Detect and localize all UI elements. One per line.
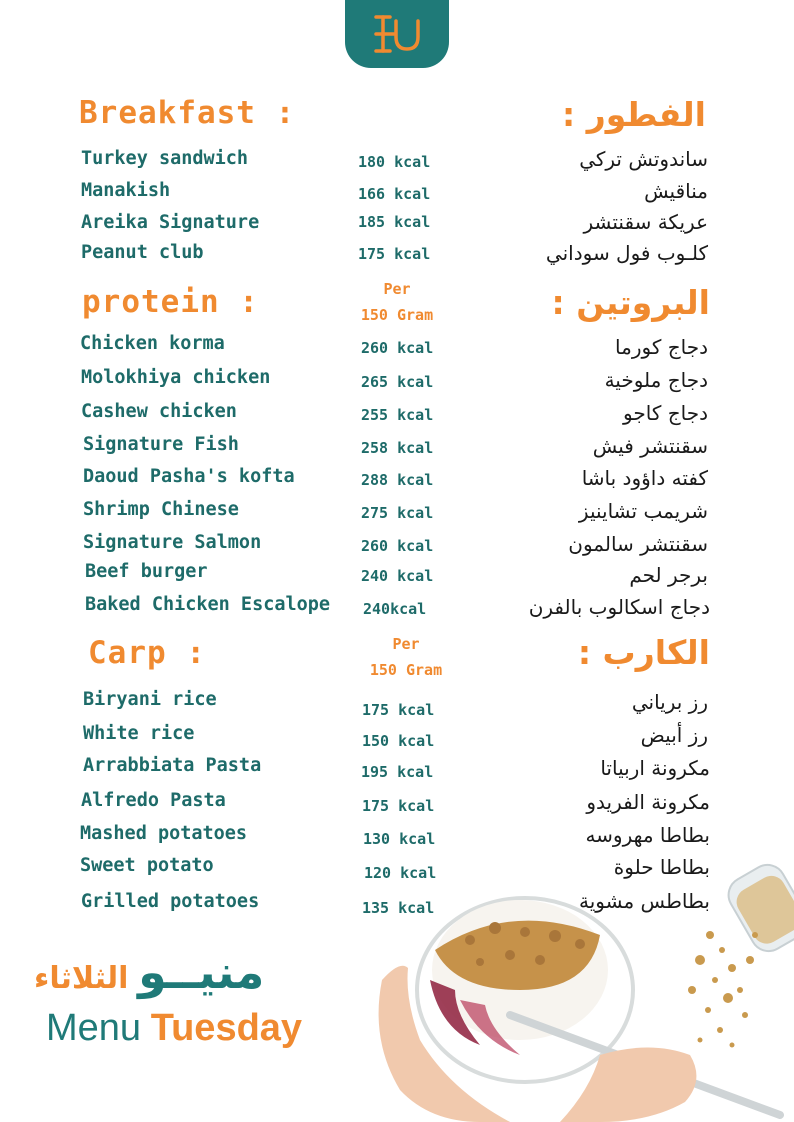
menu-item-name-ar: عريكة سقنتشر (583, 210, 708, 234)
bowl-icon (417, 898, 633, 1082)
menu-item-name: Baked Chicken Escalope (85, 594, 331, 615)
portion-note-line2: 150 Gram (360, 306, 434, 324)
menu-item-name: Chicken korma (80, 333, 225, 354)
section-title-en-breakfast: Breakfast : (79, 95, 296, 131)
menu-item-name-ar: رز أبيض (640, 723, 708, 747)
menu-item-kcal: 175 kcal (358, 245, 431, 263)
menu-item-kcal: 175 kcal (362, 701, 435, 719)
section-title-ar-protein: البروتين : (551, 283, 710, 322)
menu-item-name-ar: دجاج كورما (615, 335, 708, 359)
menu-item-name-ar: بطاطا حلوة (613, 855, 710, 879)
menu-item-kcal: 255 kcal (361, 406, 434, 424)
menu-item-name: Peanut club (81, 242, 204, 263)
menu-item-kcal: 175 kcal (362, 797, 435, 815)
menu-item-name-ar: سقنتشر فيش (592, 434, 708, 458)
jar-icon (722, 858, 794, 957)
menu-item-name-ar: بطاطا مهروسه (585, 823, 710, 847)
menu-item-name-ar: برجر لحم (629, 563, 708, 587)
menu-word-ar: منيــو (138, 945, 265, 999)
menu-item-kcal: 150 kcal (362, 732, 435, 750)
menu-item-name-ar: مكرونة الفريدو (586, 790, 710, 814)
menu-item-name-ar: بطاطس مشوية (578, 889, 710, 913)
menu-item-name-ar: دجاج اسكالوب بالفرن (528, 595, 710, 619)
section-title-ar-breakfast: الفطور : (562, 95, 706, 134)
menu-item-name: Signature Fish (83, 434, 239, 455)
day-word-en: Tuesday (150, 1007, 303, 1049)
menu-item-name: White rice (83, 723, 195, 744)
menu-item-kcal: 275 kcal (361, 504, 434, 522)
menu-item-name: Cashew chicken (81, 401, 237, 422)
menu-item-name: Manakish (81, 180, 171, 201)
menu-item-kcal: 130 kcal (363, 830, 436, 848)
menu-day-heading-ar (34, 945, 304, 1005)
portion-note-line1: Per (392, 635, 420, 653)
menu-item-kcal: 260 kcal (361, 537, 434, 555)
portion-note-line2: 150 Gram (369, 661, 443, 679)
menu-item-name: Daoud Pasha's kofta (83, 466, 295, 487)
menu-item-name-ar: دجاج كاجو (623, 401, 708, 425)
menu-item-name: Arrabbiata Pasta (83, 755, 262, 776)
menu-item-name-ar: شريمب تشاينيز (578, 499, 708, 523)
menu-item-kcal: 240 kcal (361, 567, 434, 585)
menu-item-name: Signature Salmon (83, 532, 262, 553)
menu-item-kcal: 180 kcal (358, 153, 431, 171)
menu-item-name-ar: دجاج ملوخية (604, 368, 708, 392)
menu-item-name-ar: كفته داؤود باشا (581, 466, 708, 490)
portion-note (360, 631, 452, 683)
day-word-ar: الثلاثاء (34, 961, 129, 996)
menu-item-name: Turkey sandwich (81, 148, 249, 169)
menu-item-kcal: 120 kcal (364, 864, 437, 882)
portion-note-line1: Per (383, 280, 411, 298)
menu-item-name: Shrimp Chinese (83, 499, 239, 520)
menu-item-name-ar: مناقيش (644, 179, 708, 203)
menu-item-name-ar: رز برياني (631, 690, 708, 714)
menu-item-name-ar: كلـوب فول سوداني (545, 241, 708, 265)
menu-item-kcal: 265 kcal (361, 373, 434, 391)
menu-item-name: Biryani rice (83, 689, 217, 710)
menu-item-name-ar: مكرونة اربياتا (600, 756, 710, 780)
menu-item-kcal: 240kcal (363, 600, 427, 618)
menu-item-name: Mashed potatoes (80, 823, 248, 844)
menu-item-kcal: 288 kcal (361, 471, 434, 489)
menu-item-name: Sweet potato (80, 855, 214, 876)
brand-logo (345, 0, 449, 68)
menu-item-kcal: 135 kcal (362, 899, 435, 917)
portion-note (352, 276, 442, 328)
hu-monogram-icon (364, 11, 430, 57)
menu-item-kcal: 195 kcal (361, 763, 434, 781)
menu-item-name-ar: ساندوتش تركي (579, 147, 708, 171)
menu-item-name: Grilled potatoes (81, 891, 260, 912)
section-title-en-carp: Carp : (88, 635, 206, 671)
menu-item-kcal: 185 kcal (358, 213, 431, 231)
menu-item-kcal: 258 kcal (361, 439, 434, 457)
granola-bowl-illustration (360, 840, 794, 1122)
menu-item-kcal: 260 kcal (361, 339, 434, 357)
menu-item-name: Beef burger (85, 561, 208, 582)
section-title-ar-carp: الكارب : (577, 633, 710, 672)
menu-word-en: Menu (46, 1007, 142, 1049)
menu-item-name: Alfredo Pasta (81, 790, 226, 811)
section-title-en-protein: protein : (82, 284, 259, 320)
menu-day-heading-en (46, 1007, 302, 1050)
menu-item-name: Molokhiya chicken (81, 367, 271, 388)
menu-item-name-ar: سقنتشر سالمون (568, 532, 708, 556)
menu-item-name: Areika Signature (81, 212, 260, 233)
menu-item-kcal: 166 kcal (358, 185, 431, 203)
